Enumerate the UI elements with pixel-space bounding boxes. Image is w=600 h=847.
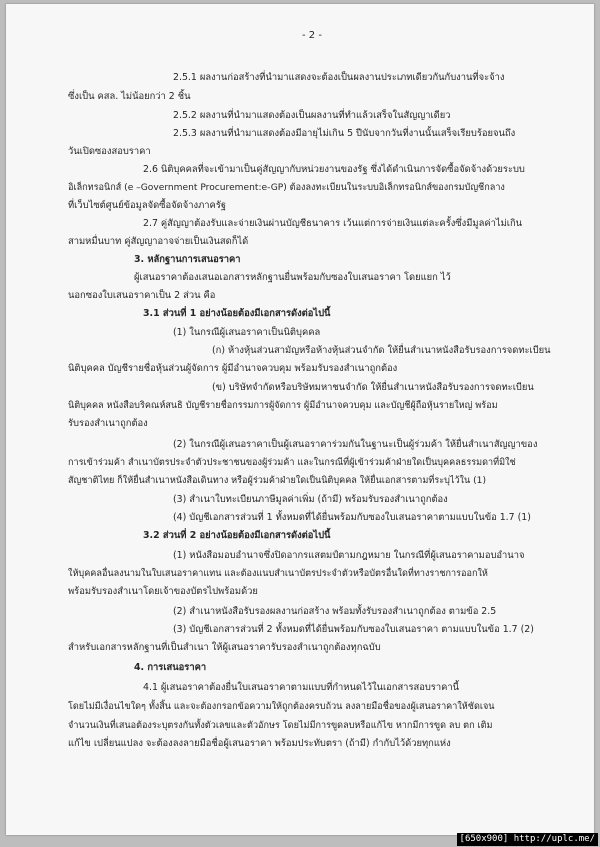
text-line: ผู้เสนอราคาต้องเสนอเอกสารหลักฐานยื่นพร้อมกับซองใบเสนอราคา โดยแยก ไว้ [134,272,451,283]
text-line: (ก) ห้างหุ้นส่วนสามัญหรือห้างหุ้นส่วนจำกัด ให้ยื่นสำเนาหนังสือรับรองการจดทะเบียน [212,345,551,356]
text-line: (ข) บริษัทจำกัดหรือบริษัทมหาชนจำกัด ให้ยื่นสำเนาหนังสือรับรองการจดทะเบียน [212,382,534,393]
text-line: วันเปิดซองสอบราคา [68,146,151,157]
text-line: 2.5.1 ผลงานก่อสร้างที่นำมาแสดงจะต้องเป็นผลงานประเภทเดียวกันกับงานที่จะจ้าง [173,72,505,83]
text-line: (4) บัญชีเอกสารส่วนที่ 1 ทั้งหมดที่ได้ยื่นพร้อมกับซองใบเสนอราคาตามแบบในข้อ 1.7 (1) [173,512,531,523]
text-line: การเข้าร่วมค้า สำเนาบัตรประจำตัวประชาชนของผู้ร่วมค้า และในกรณีที่ผู้เข้าร่วมค้าฝ่ายใดเป็นบุคคลธรรมดาที่มิใช่ [68,458,516,468]
text-line: (1) ในกรณีผู้เสนอราคาเป็นนิติบุคคล [173,327,321,338]
subsection-heading: 3.1 ส่วนที่ 1 อย่างน้อยต้องมีเอกสารดังต่อไปนี้ [143,308,331,319]
text-line: 2.7 คู่สัญญาต้องรับและจ่ายเงินผ่านบัญชีธนาคาร เว้นแต่การจ่ายเงินแต่ละครั้งซึ่งมีมูลค่าไม่เกิน [143,218,523,229]
text-line: 2.5.2 ผลงานที่นำมาแสดงต้องเป็นผลงานที่ทำแล้วเสร็จในสัญญาเดียว [173,110,451,121]
text-line: 2.6 นิติบุคคลที่จะเข้ามาเป็นคู่สัญญากับหน่วยงานของรัฐ ซึ่งได้ดำเนินการจัดซื้อจัดจ้างด้วยระบบ [143,164,525,175]
text-line: พร้อมรับรองสำเนาโดยเจ้าของบัตรไปพร้อมด้วย [68,586,258,597]
text-line: (2) ในกรณีผู้เสนอราคาเป็นผู้เสนอราคาร่วมกันในฐานะเป็นผู้ร่วมค้า ให้ยื่นสำเนาสัญญาของ [173,439,538,450]
subsection-heading: 3.2 ส่วนที่ 2 อย่างน้อยต้องมีเอกสารดังต่อไปนี้ [143,530,331,541]
page-number: - 2 - [302,30,322,41]
text-line: สำหรับเอกสารหลักฐานที่เป็นสำเนา ให้ผู้เสนอราคารับรองสำเนาถูกต้องทุกฉบับ [68,642,381,653]
document-page [6,4,594,835]
text-line: (3) บัญชีเอกสารส่วนที่ 2 ทั้งหมดที่ได้ยื่นพร้อมกับซองใบเสนอราคา ตามแบบในข้อ 1.7 (2) [173,624,534,635]
text-line: สามหมื่นบาท คู่สัญญาอาจจ่ายเป็นเงินสดก็ได้ [68,236,249,247]
text-line: ที่เว็บไซต์ศูนย์ข้อมูลจัดซื้อจัดจ้างภาครัฐ [68,200,226,211]
text-line: (3) สำเนาใบทะเบียนภาษีมูลค่าเพิ่ม (ถ้ามี) พร้อมรับรองสำเนาถูกต้อง [173,494,448,505]
text-line: 4.1 ผู้เสนอราคาต้องยื่นใบเสนอราคาตามแบบที่กำหนดไว้ในเอกสารสอบราคานี้ [143,682,460,693]
text-line: ให้บุคคลอื่นลงนามในใบเสนอราคาแทน และต้องแนบสำเนาบัตรประจำตัวหรือบัตรอื่นใดที่ทางราชการออกให้ [68,569,488,579]
text-line: นิติบุคคล บัญชีรายชื่อหุ้นส่วนผู้จัดการ ผู้มีอำนาจควบคุม พร้อมรับรองสำเนาถูกต้อง [68,363,398,374]
section-heading: 3. หลักฐานการเสนอราคา [134,254,241,265]
text-line: (2) สำเนาหนังสือรับรองผลงานก่อสร้าง พร้อมทั้งรับรองสำเนาถูกต้อง ตามข้อ 2.5 [173,606,497,617]
text-line: ซึ่งเป็น คสล. ไม่น้อยกว่า 2 ชิ้น [68,91,191,102]
text-line: รับรองสำเนาถูกต้อง [68,418,148,429]
text-line: นิติบุคคล หนังสือบริคณห์สนธิ บัญชีรายชื่อกรรมการผู้จัดการ ผู้มีอำนาจควบคุม และบัญชีผู้ถือหุ้นรายใหญ่ พร้อม [68,401,498,411]
text-line: แก้ไข เปลี่ยนแปลง จะต้องลงลายมือชื่อผู้เสนอราคา พร้อมประทับตรา (ถ้ามี) กำกับไว้ด้วยทุกแห่ง [68,738,451,749]
text-line: โดยไม่มีเงื่อนไขใดๆ ทั้งสิ้น และจะต้องกรอกข้อความให้ถูกต้องครบถ้วน ลงลายมือชื่อของผู้เสนอราคาให้ชัดเจน [68,702,495,712]
watermark: [650x900] http://uplc.me/ [457,833,598,846]
text-line: สัญชาติไทย ก็ให้ยื่นสำเนาหนังสือเดินทาง หรือผู้ร่วมค้าฝ่ายใดเป็นนิติบุคคล ให้ยื่นเอกสารตามที่ระบุไว้ใน (1) [68,476,486,486]
section-heading: 4. การเสนอราคา [134,662,207,673]
text-line: นอกซองใบเสนอราคาเป็น 2 ส่วน คือ [68,290,216,301]
text-line: จำนวนเงินที่เสนอต้องระบุตรงกันทั้งตัวเลขและตัวอักษร โดยไม่มีการขูดลบหรือแก้ไข หากมีการขูด ลบ ตก เติม [68,721,493,731]
text-line: 2.5.3 ผลงานที่นำมาแสดงต้องมีอายุไม่เกิน 5 ปีนับจากวันที่งานนั้นเสร็จเรียบร้อยจนถึง [173,128,516,139]
text-line: อิเล็กทรอนิกส์ (e –Government Procurement:e-GP) ต้องลงทะเบียนในระบบอิเล็กทรอนิกส์ของกรมบัญชีกลาง [68,183,505,193]
text-line: (1) หนังสือมอบอำนาจซึ่งปิดอากรแสตมป์ตามกฎหมาย ในกรณีที่ผู้เสนอราคามอบอำนาจ [173,550,525,561]
